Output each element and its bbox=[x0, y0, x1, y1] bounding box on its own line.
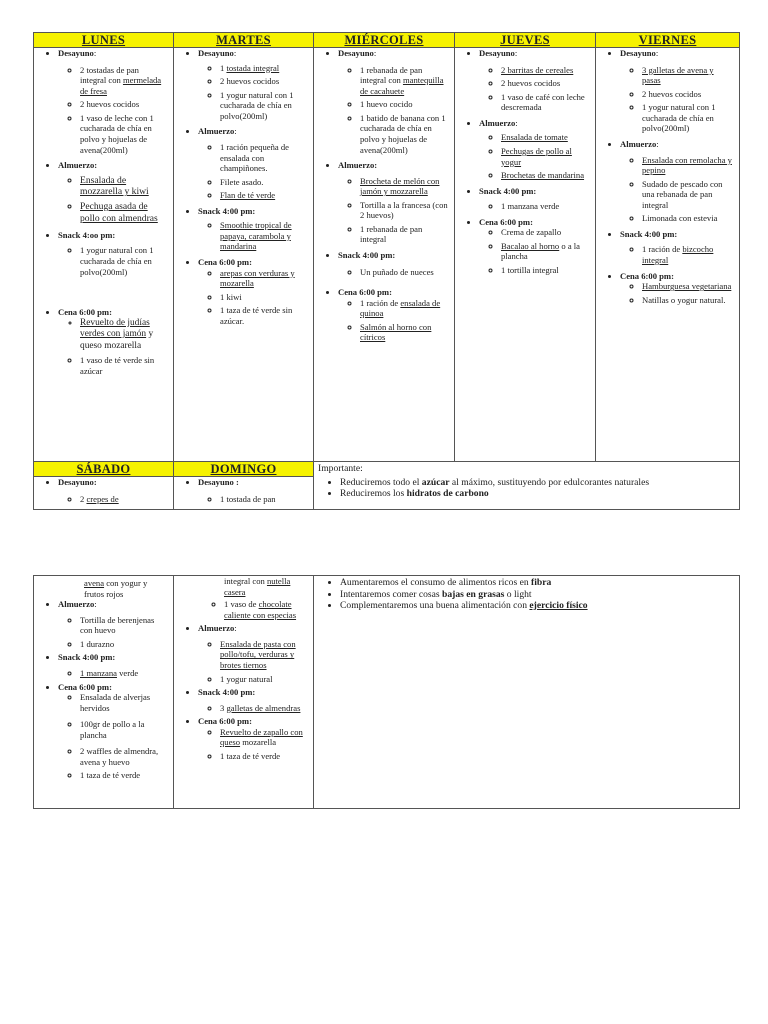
weekly-menu-table-page2 bbox=[33, 575, 740, 809]
meal-almuerzo: • Almuerzo: ◦ Brocheta de melón con jamón y mozzarella ◦ Tortilla a la francesa (con 2 huevos) ◦ 1 rebanada de pan integral bbox=[338, 160, 452, 245]
list-item: ◦ arepas con verduras y mozarella bbox=[220, 268, 307, 289]
list-item: ◦ Hamburguesa vegetariana bbox=[642, 281, 733, 292]
meal-snack: • Snack 4:00 pm: ◦ 1 manzana verde bbox=[479, 186, 593, 212]
list-item: ◦ Pechuga asada de pollo con almendras bbox=[80, 201, 167, 225]
meal-cena: • Cena 6:00 pm: ◦ Revuelto de zapallo con queso mozarella ◦ 1 taza de té verde bbox=[198, 716, 311, 761]
meal-snack: • Snack 4:00 pm: ◦ 1 manzana verde bbox=[58, 652, 171, 678]
list-item: ◦ Natillas o yogur natural. bbox=[642, 295, 733, 306]
meal-almuerzo: • Almuerzo: ◦ 1 ración pequeña de ensalada con champiñones. ◦ Filete asado. ◦ Flan de té verde bbox=[198, 126, 311, 200]
meal-desayuno: • Desayuno : ◦ 1 tostada de pan bbox=[198, 477, 311, 504]
meal-snack: • Snack 4:00 pm: ◦ Un puñado de nueces bbox=[338, 250, 452, 277]
meal-snack: • Snack 4:oo pm: ◦ 1 yogur natural con 1 cucharada de chía en polvo(200ml) bbox=[58, 230, 171, 277]
list-item: ◦ Un puñado de nueces bbox=[360, 267, 448, 278]
meal-cena: • Cena 6:00 pm: ◦ 1 ración de ensalada de quinoa ◦ Salmón al horno con cítricos bbox=[338, 287, 452, 343]
header-martes: MARTES bbox=[174, 33, 314, 48]
importante-cell bbox=[314, 462, 740, 510]
list-item: ◦ 1 taza de té verde bbox=[80, 770, 167, 781]
list-item: ◦ 1 vaso de leche con 1 cucharada de chía en polvo y hojuelas de avena(200ml) bbox=[80, 113, 167, 155]
list-item: ◦ 1 rebanada de pan integral bbox=[360, 224, 448, 245]
meal-desayuno: • Desayuno: ◦ 2 barritas de cereales ◦ 2 huevos cocidos ◦ 1 vaso de café con leche descremada bbox=[479, 48, 593, 113]
viernes-cell bbox=[596, 48, 740, 462]
domingo-cell-top bbox=[174, 477, 314, 510]
list-item: ◦ 1 yogur natural con 1 cucharada de chía en polvo(200ml) bbox=[80, 245, 167, 277]
list-item: ◦ Smoothie tropical de papaya, carambola y mandarina bbox=[220, 220, 307, 252]
martes-cell bbox=[174, 48, 314, 462]
list-item: ◦ Salmón al horno con cítricos bbox=[360, 322, 448, 343]
list-item: ◦ Filete asado. bbox=[220, 177, 307, 188]
meal-desayuno: • Desayuno: ◦ 1 tostada integral ◦ 2 huevos cocidos ◦ 1 yogur natural con 1 cucharada de chía en polvo(200ml) bbox=[198, 48, 311, 121]
list-item: ◦ Sudado de pescado con una rebanada de pan integral bbox=[642, 179, 733, 211]
list-item: ◦ 2 huevos cocidos bbox=[501, 78, 589, 89]
header-sabado: SÁBADO bbox=[34, 462, 174, 477]
header-lunes: LUNES bbox=[34, 33, 174, 48]
meal-almuerzo: • Almuerzo: ◦ Ensalada con remolacha y pepino ◦ Sudado de pescado con una rebanada de pan integral ◦ Limonada con estevia bbox=[620, 139, 737, 224]
meal-desayuno: • Desayuno: ◦ 2 tostadas de pan integral con mermelada de fresa ◦ 2 huevos cocidos ◦ 1 vaso de leche con 1 cucharada de chía en polvo y hojuelas de avena(200ml) bbox=[58, 48, 171, 155]
list-item: ◦ 1 tostada de pan bbox=[220, 494, 307, 505]
list-item: ◦ 1 vaso de café con leche descremada bbox=[501, 92, 589, 113]
list-item: ◦ 1 durazno bbox=[80, 639, 167, 650]
list-item: ◦ 1 manzana verde bbox=[80, 668, 167, 679]
list-item: ◦ 1 yogur natural con 1 cucharada de chía en polvo(200ml) bbox=[642, 102, 733, 134]
list-item: integral con nutella casera bbox=[224, 576, 291, 597]
sabado-cell-top bbox=[34, 477, 174, 510]
meal-snack: • Snack 4:00 pm: ◦ 3 galletas de almendras bbox=[198, 687, 311, 713]
domingo-cell-bottom bbox=[174, 576, 314, 809]
list-item: ◦ 1 yogur natural con 1 cucharada de chía en polvo(200ml) bbox=[220, 90, 307, 122]
sabado-cell-bottom bbox=[34, 576, 174, 809]
header-miercoles: MIÉRCOLES bbox=[314, 33, 455, 48]
list-item: ◦ Tortilla de berenjenas con huevo bbox=[80, 615, 167, 636]
list-item: ◦ Tortilla a la francesa (con 2 huevos) bbox=[360, 200, 448, 221]
list-item: ◦ 2 barritas de cereales bbox=[501, 65, 589, 76]
list-item: ◦ 1 taza de té verde sin azúcar. bbox=[220, 305, 307, 326]
list-item: ◦ 1 rebanada de pan integral con mantequilla de cacahuete bbox=[360, 65, 448, 97]
list-item: ◦ Bacalao al horno o a la plancha bbox=[501, 241, 589, 262]
list-item: ◦ 1 kiwi bbox=[220, 292, 307, 303]
list-item: ◦ 1 vaso de chocolate caliente con especias bbox=[224, 599, 309, 620]
list-item: ◦ Crema de zapallo bbox=[501, 227, 589, 238]
meal-cena: • Cena 6:00 pm: ◦ Crema de zapallo ◦ Bacalao al horno o a la plancha ◦ 1 tortilla integral bbox=[479, 217, 593, 276]
meal-almuerzo: • Almuerzo: ◦ Ensalada de mozzarella y kiwi ◦ Pechuga asada de pollo con almendras bbox=[58, 160, 171, 225]
list-item: ◦ Ensalada de tomate bbox=[501, 132, 589, 143]
list-item: ◦ 3 galletas de almendras bbox=[220, 703, 307, 714]
meal-snack: • Snack 4:00 pm: ◦ 1 ración de bizcocho integral bbox=[620, 229, 737, 266]
list-item: ◦ 1 ración de bizcocho integral bbox=[642, 244, 733, 265]
header-jueves: JUEVES bbox=[455, 33, 596, 48]
list-item: ◦ Ensalada con remolacha y pepino bbox=[642, 155, 733, 176]
meal-almuerzo: • Almuerzo: ◦ Tortilla de berenjenas con huevo ◦ 1 durazno bbox=[58, 599, 171, 649]
list-item: • Complementaremos una buena alimentación con ejercicio físico bbox=[340, 600, 735, 612]
meal-cena: • Cena 6:00 pm: ◦ arepas con verduras y mozarella ◦ 1 kiwi ◦ 1 taza de té verde sin azúcar. bbox=[198, 257, 311, 326]
list-item: ◦ 1 manzana verde bbox=[501, 201, 589, 212]
lunes-cell bbox=[34, 48, 174, 462]
list-item: ◦ 1 tostada integral bbox=[220, 63, 307, 74]
list-item: ◦ 1 tortilla integral bbox=[501, 265, 589, 276]
list-item: ◦ 2 huevos cocidos bbox=[80, 99, 167, 110]
importante-title: Importante: bbox=[318, 463, 363, 474]
list-item: ◦ Flan de té verde bbox=[220, 190, 307, 201]
list-item: ◦ Revuelto de judías verdes con jamón y queso mozarella bbox=[80, 318, 167, 353]
list-item: ◦ Brochetas de mandarina bbox=[501, 170, 589, 181]
list-item: ◦ Limonada con estevia bbox=[642, 213, 733, 224]
header-domingo: DOMINGO bbox=[174, 462, 314, 477]
list-item: ◦ Revuelto de zapallo con queso mozarella bbox=[220, 727, 307, 748]
meal-almuerzo: • Almuerzo: ◦ Ensalada de tomate ◦ Pechugas de pollo al yogur ◦ Brochetas de mandarina bbox=[479, 118, 593, 181]
list-item: ◦ 2 huevos cocidos bbox=[642, 89, 733, 100]
list-item: ◦ 1 taza de té verde bbox=[220, 751, 307, 762]
list-item: ◦ Ensalada de alverjas hervidos bbox=[80, 692, 167, 713]
meal-snack: • Snack 4:00 pm: ◦ Smoothie tropical de papaya, carambola y mandarina bbox=[198, 206, 311, 252]
list-item: ◦ 2 tostadas de pan integral con mermelada de fresa bbox=[80, 65, 167, 97]
list-item: ◦ 2 crepes de bbox=[80, 494, 167, 505]
miercoles-cell bbox=[314, 48, 455, 462]
list-item: ◦ 1 vaso de té verde sin azúcar bbox=[80, 355, 167, 376]
list-item: ◦ 2 huevos cocidos bbox=[220, 76, 307, 87]
meal-cena: • Cena 6:00 pm: ◦ Ensalada de alverjas hervidos ◦ 100gr de pollo a la plancha ◦ 2 waffles de almendra, avena y huevo ◦ 1 taza de té verde bbox=[58, 682, 171, 782]
list-item: ◦ 1 batido de banana con 1 cucharada de chía en polvo y hojuelas de avena(200ml) bbox=[360, 113, 448, 155]
list-item: ◦ Brocheta de melón con jamón y mozzarella bbox=[360, 176, 448, 197]
list-item: • Aumentaremos el consumo de alimentos ricos en fibra bbox=[340, 577, 735, 589]
meal-cena: • Cena 6:00 pm: ◦ Revuelto de judías verdes con jamón y queso mozarella ◦ 1 vaso de té verde sin azúcar bbox=[58, 307, 171, 376]
weekly-menu-table-page1 bbox=[33, 32, 740, 510]
meal-almuerzo: • Almuerzo: ◦ Ensalada de pasta con pollo/tofu, verduras y brotes tiernos ◦ 1 yogur natural bbox=[198, 623, 311, 684]
list-item: • Intentaremos comer cosas bajas en grasas o light bbox=[340, 589, 735, 601]
importante-cell-continued bbox=[314, 576, 740, 809]
list-item: • Reduciremos todo el azúcar al máximo, sustituyendo por edulcorantes naturales bbox=[340, 477, 735, 489]
list-item: ◦ 2 waffles de almendra, avena y huevo bbox=[80, 746, 167, 767]
list-item: ◦ Ensalada de mozzarella y kiwi bbox=[80, 175, 167, 199]
list-item: avena con yogur y frutos rojos bbox=[84, 578, 148, 599]
list-item: • Reduciremos los hidratos de carbono bbox=[340, 488, 735, 500]
list-item: ◦ 100gr de pollo a la plancha bbox=[80, 719, 167, 740]
jueves-cell bbox=[455, 48, 596, 462]
list-item: ◦ 3 galletas de avena y pasas bbox=[642, 65, 733, 86]
meal-desayuno: • Desayuno: ◦ 3 galletas de avena y pasas ◦ 2 huevos cocidos ◦ 1 yogur natural con 1 cucharada de chía en polvo(200ml) bbox=[620, 48, 737, 134]
list-item: ◦ 1 ración de ensalada de quinoa bbox=[360, 298, 448, 319]
list-item: ◦ Ensalada de pasta con pollo/tofu, verduras y brotes tiernos bbox=[220, 639, 307, 671]
list-item: ◦ 1 huevo cocido bbox=[360, 99, 448, 110]
list-item: ◦ 1 yogur natural bbox=[220, 674, 307, 685]
meal-desayuno: • Desayuno: ◦ 2 crepes de bbox=[58, 477, 171, 504]
meal-cena: • Cena 6:00 pm: ◦ Hamburguesa vegetariana ◦ Natillas o yogur natural. bbox=[620, 271, 737, 306]
list-item: ◦ Pechugas de pollo al yogur bbox=[501, 146, 589, 167]
meal-desayuno: • Desayuno: ◦ 1 rebanada de pan integral con mantequilla de cacahuete ◦ 1 huevo cocido ◦ 1 batido de banana con 1 cucharada de chía en polvo y hojuelas de avena(200ml) bbox=[338, 48, 452, 155]
list-item: ◦ 1 ración pequeña de ensalada con champiñones. bbox=[220, 142, 307, 174]
header-viernes: VIERNES bbox=[596, 33, 740, 48]
